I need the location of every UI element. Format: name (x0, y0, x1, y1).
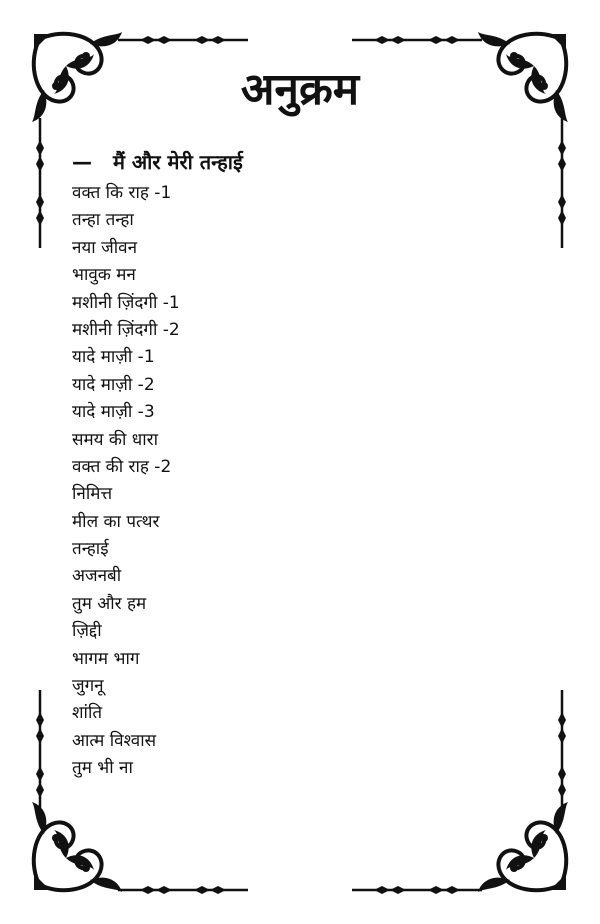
top-left-rule-icon (118, 36, 248, 44)
toc-item: यादे माज़ी -1 (72, 347, 155, 368)
toc-item: मशीनी ज़िंदगी -1 (72, 292, 180, 313)
bottom-right-rule-icon (352, 886, 482, 894)
right-lower-rule-icon (558, 690, 566, 820)
bottom-right-flourish-icon (478, 802, 568, 892)
toc-item: निमित्त (72, 484, 113, 505)
toc-item: मशीनी ज़िंदगी -2 (72, 319, 180, 340)
toc-item: अजनबी (72, 566, 122, 587)
section-heading (72, 148, 243, 176)
top-right-rule-icon (352, 36, 482, 44)
left-upper-rule-icon (36, 118, 44, 248)
toc-item: तुम भी ना (72, 758, 133, 779)
toc-item: तुम और हम (72, 593, 147, 614)
right-upper-rule-icon (558, 118, 566, 248)
section-dash: — (72, 150, 92, 174)
section-heading-text: मैं और मेरी तन्हाई (112, 150, 243, 174)
toc-item: तन्हाई (72, 539, 109, 560)
toc-item: ज़िद्दी (72, 621, 102, 642)
toc-item: जुगनू (72, 676, 104, 697)
toc-item: तन्हा तन्हा (72, 210, 134, 231)
bottom-left-flourish-icon (32, 802, 122, 892)
toc-item: नया जीवन (72, 237, 138, 258)
toc-item: भागम भाग (72, 648, 140, 669)
left-lower-rule-icon (36, 690, 44, 820)
toc-item: शांति (72, 703, 103, 724)
toc-item: वक्त कि राह -1 (72, 183, 172, 203)
page-title: अनुक्रम (240, 64, 360, 115)
toc-item: भावुक मन (72, 265, 136, 286)
toc-item: समय की धारा (72, 429, 158, 450)
toc-list (72, 180, 180, 783)
toc-item: मील का पत्थर (72, 511, 160, 532)
toc-item: यादे माज़ी -2 (72, 374, 155, 395)
toc-item: आत्म विश्वास (72, 730, 157, 751)
toc-item: वक्त की राह -2 (72, 456, 172, 477)
toc-item: यादे माज़ी -3 (72, 402, 155, 423)
bottom-left-rule-icon (118, 886, 248, 894)
